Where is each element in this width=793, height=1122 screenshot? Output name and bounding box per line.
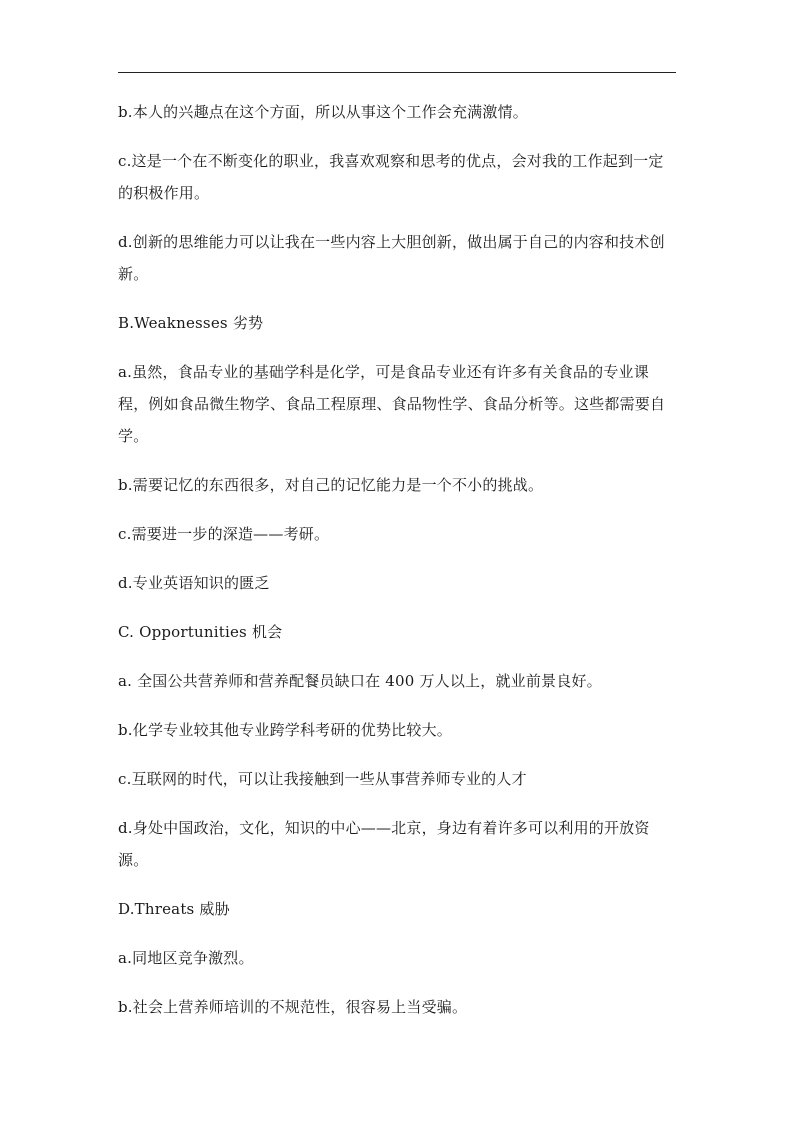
opportunity-item-d: d.身处中国政治，文化，知识的中心——北京，身边有着许多可以利用的开放资源。	[118, 819, 650, 869]
strength-item-d: d.创新的思维能力可以让我在一些内容上大胆创新，做出属于自己的内容和技术创新。	[118, 233, 665, 283]
weaknesses-heading: B.Weaknesses 劣势	[118, 314, 264, 332]
weakness-item-d: d.专业英语知识的匮乏	[118, 574, 270, 592]
opportunity-item-a: a. 全国公共营养师和营养配餐员缺口在 400 万人以上，就业前景良好。	[118, 672, 602, 690]
opportunities-heading: C. Opportunities 机会	[118, 623, 283, 641]
opportunity-item-c: c.互联网的时代，可以让我接触到一些从事营养师专业的人才	[118, 770, 527, 788]
strength-item-b: b.本人的兴趣点在这个方面，所以从事这个工作会充满激情。	[118, 103, 528, 121]
document-body	[118, 96, 678, 1023]
threats-heading: D.Threats 威胁	[118, 900, 230, 918]
header-rule	[118, 72, 676, 73]
threat-item-b: b.社会上营养师培训的不规范性，很容易上当受骗。	[118, 998, 468, 1016]
opportunity-item-b: b.化学专业较其他专业跨学科考研的优势比较大。	[118, 721, 452, 739]
strength-item-c: c.这是一个在不断变化的职业，我喜欢观察和思考的优点，会对我的工作起到一定的积极作用。	[118, 152, 664, 202]
threat-item-a: a.同地区竞争激烈。	[118, 949, 254, 967]
weakness-item-b: b.需要记忆的东西很多，对自己的记忆能力是一个不小的挑战。	[118, 476, 544, 494]
weakness-item-c: c.需要进一步的深造——考研。	[118, 525, 330, 543]
weakness-item-a: a.虽然，食品专业的基础学科是化学，可是食品专业还有许多有关食品的专业课程，例如食品微生物学、食品工程原理、食品物性学、食品分析等。这些都需要自学。	[118, 363, 666, 445]
